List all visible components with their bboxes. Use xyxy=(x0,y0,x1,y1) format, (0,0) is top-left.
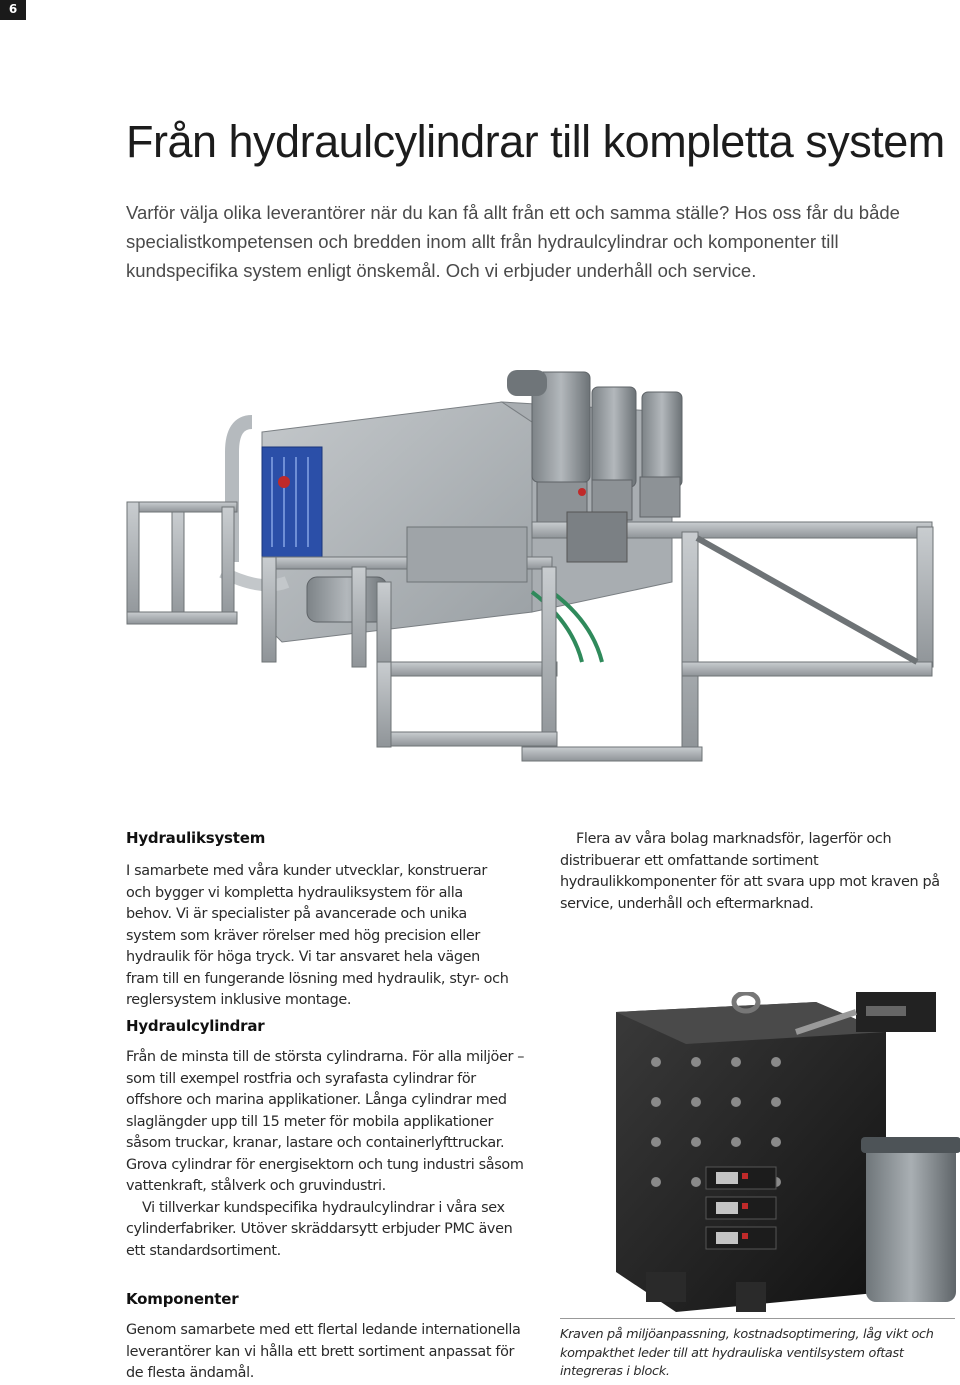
komponenter-text xyxy=(126,1320,521,1385)
photo-valve-block-icon xyxy=(556,992,960,1322)
hydraulcylindrar-body1: Från de minsta till de största cylindrarna. För alla miljöer – som till exempel rostfria och syrafasta cylindrar för offshore och marina applikationer. Långa cylindrar med slaglängder upp till 15 meter för mobila applikationer såsom truckar, kranar, lastare och containerlyfttruckar. Grova cylindrar för energisektorn och tung industri såsom vattenkraft, stålverk och gruvindustri. xyxy=(126,1049,525,1194)
komponenter-body: Genom samarbete med ett flertal ledande internationella leverantörer kan vi hålla ett brett sortiment anpassat för de flesta ändamål. xyxy=(126,1322,521,1381)
right-column-body: Flera av våra bolag marknadsför, lagerför och distribuerar ett omfattande sortiment hydraulikkomponenter för att svara upp mot kraven på service, underhåll och eftermarknad. xyxy=(560,831,940,912)
intro-paragraph xyxy=(126,198,926,285)
image-caption: Kraven på miljöanpassning, kostnadsoptimering, låg vikt och kompakthet leder till att hydrauliska ventilsystem oftast integreras i block. xyxy=(560,1327,934,1379)
right-column-text xyxy=(560,829,955,915)
heading-hydraulcylindrar: Hydraulcylindrar xyxy=(126,1017,265,1035)
hydrauliksystem-text xyxy=(126,861,510,1012)
hydraulic-system-photo xyxy=(112,362,960,782)
hydrauliksystem-body: I samarbete med våra kunder utvecklar, konstruerar och bygger vi kompletta hydrauliksystem för alla behov. Vi är specialister på avancerade och unika system som kräver rörelser med hög precision eller hydraulik för höga tryck. Vi tar ansvaret hela vägen fram till en fungerande lösning med hydraulik, styr- och reglersystem inklusive montage. xyxy=(126,863,509,1008)
heading-komponenter: Komponenter xyxy=(126,1290,239,1308)
caption-divider xyxy=(560,1318,955,1319)
hydraulcylindrar-text xyxy=(126,1047,531,1262)
hydraulcylindrar-body2: Vi tillverkar kundspecifika hydraulcylindrar i våra sex cylinderfabriker. Utöver skräddarsytt erbjuder PMC även ett standardsortiment. xyxy=(126,1199,513,1259)
page-title: Från hydraulcylindrar till kompletta system xyxy=(126,116,945,167)
valve-block-photo xyxy=(556,992,960,1322)
heading-hydrauliksystem: Hydrauliksystem xyxy=(126,829,266,847)
photo-hydraulic-system-icon xyxy=(112,362,960,782)
page-number: 6 xyxy=(0,0,26,20)
intro-text: Varför välja olika leverantörer när du kan få allt från ett och samma ställe? Hos oss får du både specialistkompetensen och bredden inom allt från hydraulcylindrar och komponenter till kundspecifika system enligt önskemål. Och vi erbjuder underhåll och service. xyxy=(126,202,900,281)
